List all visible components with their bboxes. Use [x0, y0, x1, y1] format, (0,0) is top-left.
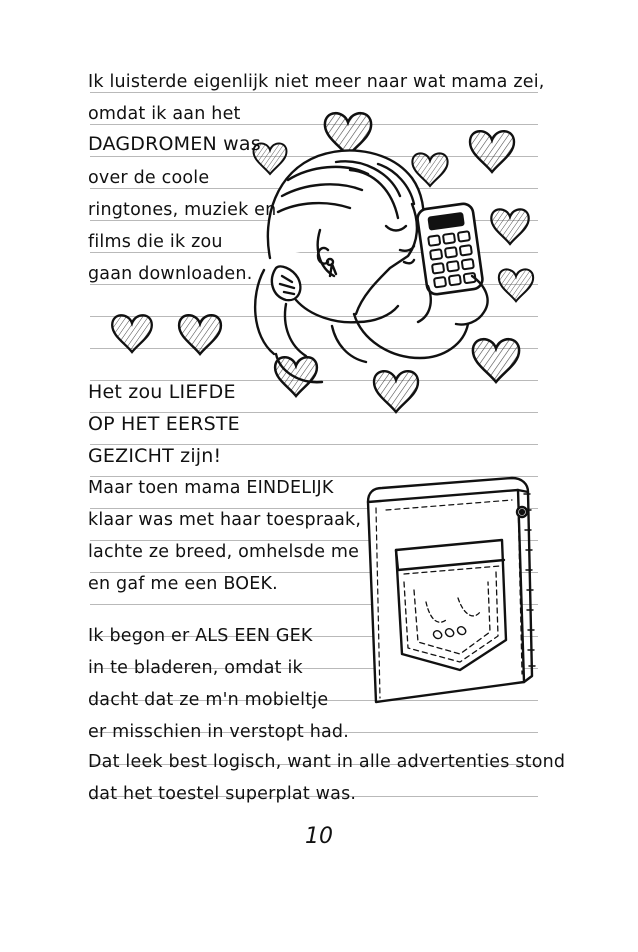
text-line: omdat ik aan het — [88, 104, 241, 124]
text-line: films die ik zou — [88, 232, 223, 252]
text-line: Maar toen mama EINDELIJK — [88, 478, 334, 498]
text-line: in te bladeren, omdat ik — [88, 658, 303, 678]
text-line: GEZICHT zijn! — [88, 445, 222, 467]
phone-icon — [416, 203, 487, 325]
heart-icon — [499, 269, 533, 301]
rule-line — [90, 92, 538, 93]
page-number: 10 — [305, 824, 333, 849]
text-line: dat het toestel superplat was. — [88, 784, 357, 804]
heart-icon — [374, 371, 418, 412]
text-line: Ik luisterde eigenlijk niet meer naar wat mama zei, — [88, 72, 545, 92]
heart-icon — [112, 315, 152, 352]
heart-icon — [491, 209, 528, 244]
text-line: dacht dat ze m'n mobieltje — [88, 690, 329, 710]
text-line: Het zou LIEFDE — [88, 381, 236, 403]
text-line: ringtones, muziek en — [88, 200, 277, 220]
text-line: klaar was met haar toespraak, — [88, 510, 362, 530]
heart-icon — [412, 153, 447, 186]
text-line: over de coole — [88, 168, 210, 188]
heart-icon — [473, 339, 519, 382]
jeans-pocket-book-illustration — [362, 470, 542, 710]
text-line: en gaf me een BOEK. — [88, 574, 278, 594]
heart-icon — [179, 315, 221, 354]
text-line: er misschien in verstopt had. — [88, 722, 350, 742]
text-line: Ik begon er ALS EEN GEK — [88, 626, 313, 646]
text-line: DAGDROMEN was — [88, 133, 261, 155]
text-line: OP HET EERSTE — [88, 413, 240, 435]
text-line: lachte ze breed, omhelsde me — [88, 542, 360, 562]
text-line: gaan downloaden. — [88, 264, 253, 284]
text-line: Dat leek best logisch, want in alle advertenties stond — [88, 752, 566, 772]
heart-icon — [470, 131, 514, 172]
